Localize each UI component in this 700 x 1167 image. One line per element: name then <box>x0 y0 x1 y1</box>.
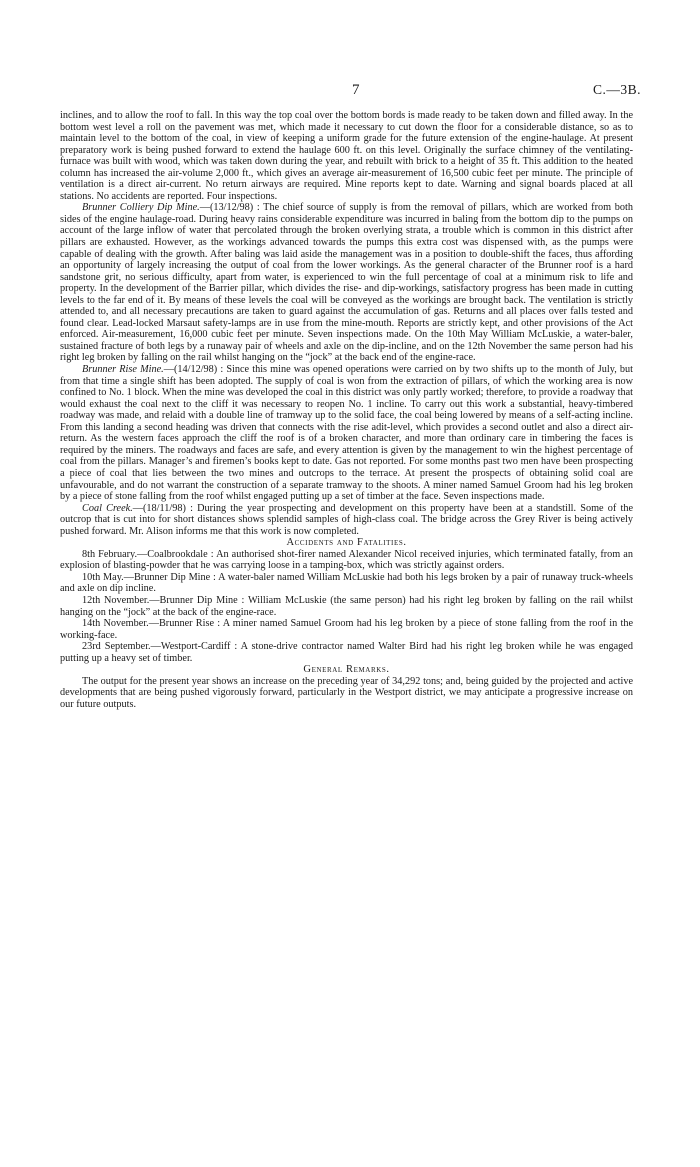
accident-item: 14th November.—Brunner Rise : A miner named Samuel Groom had his leg broken by a piece of stone falling from the roof in the working-face. <box>60 618 633 641</box>
paragraph-coal-creek <box>60 503 633 538</box>
paragraph-text: —(13/12/98) : The chief source of supply is from the removal of pillars, which are worked from both sides of the engine haulage-road. During heavy rains considerable expenditure was incurred in baling from the bottom dip to the pumps on account of the large inflow of water that percolated through the broken overlying strata, a trouble which is common in this district after pillars are exhausted. However, as the workings advanced towards the pumps this extra cost was dispensed with, as the pumps were capable of dealing with the growth. After baling was laid aside the management was in a position to double-shift the faces, thus affording an opportunity of largely increasing the output of coal from the lower workings. As the general character of the Brunner roof is a hard sandstone grit, no serious difficulty, apart from water, is experienced to win the full percentage of coal at a minimum risk to life and property. In the development of the Barrier pillar, which divides the rise- and dip-workings, satisfactory progress has been made in cutting levels to the far end of it. By means of these levels the coal will be conveyed as the workings are brought back. The ventilation is strictly attended to, and all necessary precautions are taken to guard against the accumulation of gas. Returns and all places over falls tested and found clear. Lead-locked Marsaut safety-lamps are in use from the mine-mouth. Reports are strictly kept, and other provisions of the Act enforced. Air-measurement, 16,000 cubic feet per minute. Seven inspections made. On the 10th May William McLuskie, a water-baler, sustained fracture of both legs by a runaway pair of wheels and axle on the dip-incline, and on the 12th November the same person had his right leg broken by falling on the rail whilst hanging on the “jock” at the back end of the engine-race. <box>60 202 633 364</box>
paragraph-title: Coal Creek. <box>82 502 133 514</box>
paragraph-brunner-rise-mine <box>60 364 633 503</box>
paragraph-title: Brunner Colliery Dip Mine. <box>82 202 200 214</box>
report-body <box>60 110 633 710</box>
accident-item: 8th February.—Coalbrookdale : An authorised shot-firer named Alexander Nicol received injuries, which terminated fatally, from an explosion of blasting-powder that he was carrying loose in a tamping-box, which was strictly against orders. <box>60 548 633 572</box>
paragraph-text: —(18/11/98) : During the year prospecting and development on this property have been at a standstill. Some of the outcrop that is cut into for short distances shows splendid samples of high-class coal. The bridge across the Grey River is being actively pushed forward. Mr. Alison informs me that this work is now completed. <box>60 502 633 537</box>
paragraph-title: Brunner Rise Mine. <box>82 364 164 376</box>
paragraph-continuation: inclines, and to allow the roof to fall. In this way the top coal over the bottom bords is made ready to be taken down and filled away. In the bottom west level a roll on the pavement was met, which made it necessary to cut down the floor for a considerable distance, so as to maintain level to the bottom of the coal, in view of keeping a uniform grade for the future extension of the engine-haulage. At present preparatory work is being pushed forward to extend the haulage 600 ft. on this level. Originally the surface chimney of the ventilating-furnace was built with wood, which was taken down during the year, and rebuilt with brick to a height of 35 ft. This addition to the heated column has increased the air-volume 2,000 ft., which gives an average air-measurement of 16,500 cubic feet per minute. The principle of ventilation is a direct air-current. No return airways are required. Mine reports kept to date. Warning and signal boards placed at all stations. No accidents are reported. Four inspections. <box>60 110 633 202</box>
page-header <box>0 82 700 104</box>
accident-item: 10th May.—Brunner Dip Mine : A water-baler named William McLuskie had both his legs broken by a pair of runaway truck-wheels and axle on dip incline. <box>60 571 633 595</box>
document-reference: C.—3B. <box>592 82 641 97</box>
section-heading-accidents: Accidents and Fatalities. <box>286 537 407 549</box>
accident-item: 12th November.—Brunner Dip Mine : William McLuskie (the same person) had his right leg broken by falling on the rail whilst hanging on the “jock” at the back of the engine-race. <box>60 594 633 618</box>
general-remarks-text: The output for the present year shows an increase on the preceding year of 34,292 tons; and, being guided by the projected and active developments that are being pushed vigorously forward, particularly in the Westport district, we may anticipate a progressive increase on our future outputs. <box>60 675 633 710</box>
page-number: 7 <box>352 82 360 98</box>
section-heading-general-remarks: General Remarks. <box>303 664 390 676</box>
accident-item: 23rd September.—Westport-Cardiff : A stone-drive contractor named Walter Bird had his right leg broken while he was engaged putting up a heavy set of timber. <box>60 641 633 664</box>
paragraph-brunner-dip-mine <box>60 202 633 364</box>
paragraph-text: —(14/12/98) : Since this mine was opened operations were carried on by two shifts up to the month of July, but from that time a single shift has been adopted. The supply of coal is won from the extraction of pillars, of which the working area is now confined to No. 1 block. When the mine was developed the coal in this district was only partly worked; therefore, to provide a roadway that would exhaust the coal next to the cliff it was necessary to reopen No. 1 incline. To carry out this work a substantial, heavy-timbered roadway was made, and relaid with a double line of tramway up to the solid face, the coal being lowered by means of a self-acting incline. From this landing a second heading was driven that connects with the rise adit-level, which provides a second outlet and also a direct air-return. As the western faces approach the cliff the roof is of a broken character, and more than ordinary care in timbering the faces is required by the miners. The roadways and faces are safe, and every attention is given by the management to win the highest percentage of coal from the pillars. Manager’s and firemen’s books kept to date. Gas not reported. For some months past two men have been prospecting a piece of coal that lies between the two mines and outcrops to the terrace. At present the prospects of obtaining solid coal are unfavourable, and do not warrant the construction of a separate tramway to the shoots. A miner named Samuel Groom had his leg broken by a piece of stone falling from the roof whilst engaged putting up a set of timber at the face. Seven inspections made. <box>60 364 633 503</box>
